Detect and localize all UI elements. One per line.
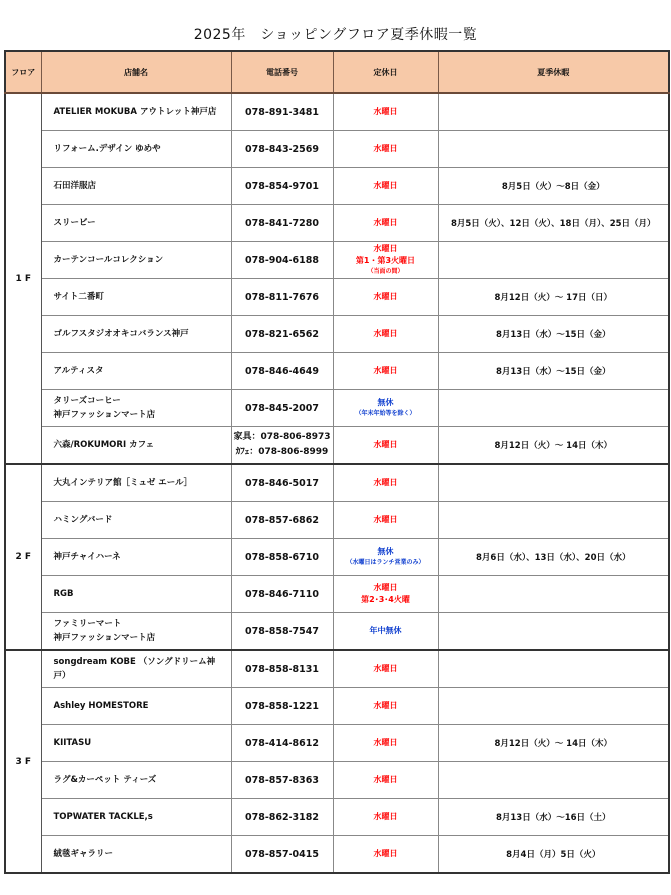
phone-cell <box>231 131 333 168</box>
regular-holiday-cell <box>333 836 438 874</box>
regular-holiday: 水曜日 <box>373 107 398 116</box>
regular-holiday-cell <box>333 688 438 725</box>
phone-cell <box>231 576 333 613</box>
store-name-cell <box>41 242 231 279</box>
store-name: アルティスタ <box>53 366 104 376</box>
regular-holiday-note: （当面の間） <box>367 268 404 275</box>
regular-holiday: 第1・第3火曜日 <box>355 256 416 265</box>
header-phone: 電話番号 <box>231 51 333 93</box>
regular-holiday-cell <box>333 353 438 390</box>
header-row <box>5 51 669 93</box>
regular-holiday: 水曜日 <box>373 144 398 153</box>
store-name-cell <box>41 539 231 576</box>
store-name-cell <box>41 316 231 353</box>
table-row <box>5 427 669 465</box>
summer-holiday-cell <box>438 613 669 651</box>
table-row <box>5 279 669 316</box>
regular-holiday-cell <box>333 390 438 427</box>
regular-holiday: 水曜日 <box>373 440 398 449</box>
store-name: TOPWATER TACKLE,s <box>53 812 153 822</box>
summer-holiday-cell <box>438 650 669 688</box>
summer-holiday-cell: 8月4日（月）5日（火） <box>438 836 669 874</box>
table-row <box>5 836 669 874</box>
regular-holiday-cell <box>333 539 438 576</box>
regular-holiday: 水曜日 <box>373 181 398 190</box>
regular-holiday-cell <box>333 205 438 242</box>
regular-holiday-cell <box>333 725 438 762</box>
store-name-cell <box>41 168 231 205</box>
regular-holiday: 水曜日 <box>373 583 398 592</box>
regular-holiday: 水曜日 <box>373 701 398 710</box>
table-row <box>5 168 669 205</box>
phone-cell <box>231 650 333 688</box>
phone-number: 078-858-6710 <box>245 551 319 563</box>
regular-holiday: 無休 <box>377 398 394 407</box>
store-name: 神戸チャイハーネ <box>53 552 121 562</box>
phone-cell <box>231 464 333 502</box>
regular-holiday-cell <box>333 613 438 651</box>
summer-holiday-cell: 8月5日（火）、12日（火）、18日（月）、25日（月） <box>438 205 669 242</box>
header-summer-holiday: 夏季休暇 <box>438 51 669 93</box>
header-regular-holiday: 定休日 <box>333 51 438 93</box>
summer-holiday-cell <box>438 131 669 168</box>
regular-holiday-cell <box>333 464 438 502</box>
regular-holiday-cell <box>333 502 438 539</box>
regular-holiday: 第2･3･4火曜 <box>361 595 410 604</box>
store-name-cell <box>41 502 231 539</box>
summer-holiday-cell <box>438 242 669 279</box>
summer-holiday-cell <box>438 576 669 613</box>
store-name: KIITASU <box>53 738 92 748</box>
summer-holiday-cell: 8月6日（水）、13日（水）、20日（水） <box>438 539 669 576</box>
store-name-cell <box>41 650 231 688</box>
regular-holiday-cell <box>333 131 438 168</box>
summer-holiday-cell: 8月13日（水）～15日（金） <box>438 316 669 353</box>
phone-number: 078-857-6862 <box>245 514 319 526</box>
regular-holiday: 年中無休 <box>369 626 402 635</box>
regular-holiday-note: （年末年始等を除く） <box>355 410 416 417</box>
summer-holiday-cell <box>438 464 669 502</box>
store-name: 絨毯ギャラリー <box>53 849 114 859</box>
regular-holiday: 水曜日 <box>373 478 398 487</box>
store-name: タリーズコーヒー <box>53 396 121 406</box>
regular-holiday-cell <box>333 799 438 836</box>
phone-cell <box>231 502 333 539</box>
phone-cell <box>231 539 333 576</box>
phone-number: 078-857-8363 <box>245 774 319 786</box>
store-name: ファミリーマート <box>53 619 122 629</box>
phone-cell <box>231 242 333 279</box>
phone-cell <box>231 762 333 799</box>
store-name: ラグ&カーペット ティーズ <box>53 775 157 785</box>
regular-holiday-cell <box>333 168 438 205</box>
header-store-name: 店舗名 <box>41 51 231 93</box>
regular-holiday: 水曜日 <box>373 812 398 821</box>
store-name-cell <box>41 427 231 465</box>
store-name: 六森/ROKUMORI カフェ <box>53 440 155 450</box>
phone-number: 078-858-1221 <box>245 700 319 712</box>
store-name: 神戸ファッションマート店 <box>53 410 156 420</box>
store-name: サイト二番町 <box>53 292 104 302</box>
regular-holiday: 水曜日 <box>373 849 398 858</box>
store-name: 神戸ファッションマート店 <box>53 633 156 643</box>
phone-number: 078-904-6188 <box>245 254 319 266</box>
store-name-cell <box>41 688 231 725</box>
summer-holiday-cell: 8月12日（火）～ 14日（木） <box>438 427 669 465</box>
floor-label: 1 F <box>5 93 41 464</box>
phone-number: 078-858-7547 <box>245 625 319 637</box>
page-title: 2025年 ショッピングフロア夏季休暇一覧 <box>193 27 478 43</box>
phone-cell <box>231 168 333 205</box>
phone-cell <box>231 390 333 427</box>
phone-number: 078-862-3182 <box>245 811 319 823</box>
table-row <box>5 93 669 131</box>
regular-holiday-note: （水曜日はランチ営業のみ） <box>346 559 425 566</box>
header-floor: フロア <box>5 51 41 93</box>
store-name: 戸） <box>53 671 71 681</box>
store-name-cell <box>41 799 231 836</box>
table-row <box>5 613 669 651</box>
phone-number: 078-846-4649 <box>245 365 319 377</box>
summer-holiday-cell: 8月13日（水）～15日（金） <box>438 353 669 390</box>
store-name: Ashley HOMESTORE <box>53 701 149 711</box>
regular-holiday-cell <box>333 93 438 131</box>
store-name-cell <box>41 836 231 874</box>
summer-holiday-table <box>4 50 670 874</box>
phone-number: 078-857-0415 <box>245 848 319 860</box>
regular-holiday-cell <box>333 316 438 353</box>
regular-holiday: 無休 <box>377 547 394 556</box>
phone-cell <box>231 688 333 725</box>
phone-cell <box>231 205 333 242</box>
store-name: ATELIER MOKUBA アウトレット神戸店 <box>53 107 217 117</box>
table-row <box>5 576 669 613</box>
store-name: songdream KOBE （ソングドリーム神 <box>53 657 216 667</box>
phone-number: ｶﾌｪ：078-806-8999 <box>235 447 329 457</box>
phone-cell <box>231 93 333 131</box>
regular-holiday: 水曜日 <box>373 738 398 747</box>
store-name: カーテンコールコレクション <box>53 255 164 265</box>
summer-holiday-cell <box>438 390 669 427</box>
phone-cell <box>231 427 333 465</box>
regular-holiday-cell <box>333 650 438 688</box>
table-row <box>5 242 669 279</box>
summer-holiday-cell <box>438 502 669 539</box>
regular-holiday: 水曜日 <box>373 775 398 784</box>
store-name: ハミングバード <box>53 515 113 525</box>
regular-holiday-cell <box>333 242 438 279</box>
summer-holiday-cell <box>438 688 669 725</box>
store-name: RGB <box>53 589 74 599</box>
regular-holiday: 水曜日 <box>373 292 398 301</box>
table-row <box>5 316 669 353</box>
store-name: スリービー <box>53 218 96 228</box>
table-row <box>5 464 669 502</box>
table-row <box>5 205 669 242</box>
store-name-cell <box>41 762 231 799</box>
regular-holiday-cell <box>333 576 438 613</box>
store-name-cell <box>41 205 231 242</box>
phone-number: 078-891-3481 <box>245 106 319 118</box>
table-row <box>5 502 669 539</box>
regular-holiday: 水曜日 <box>373 515 398 524</box>
table-row <box>5 353 669 390</box>
summer-holiday-cell: 8月12日（火）～ 14日（木） <box>438 725 669 762</box>
regular-holiday: 水曜日 <box>373 218 398 227</box>
table-row <box>5 688 669 725</box>
table-row <box>5 725 669 762</box>
store-name-cell <box>41 464 231 502</box>
store-name-cell <box>41 576 231 613</box>
phone-number: 078-846-5017 <box>245 477 319 489</box>
regular-holiday-cell <box>333 279 438 316</box>
store-name-cell <box>41 93 231 131</box>
table-row <box>5 539 669 576</box>
table-body <box>5 93 669 873</box>
table-row <box>5 762 669 799</box>
store-name-cell <box>41 279 231 316</box>
phone-cell <box>231 353 333 390</box>
phone-number: 078-854-9701 <box>245 180 319 192</box>
phone-cell <box>231 725 333 762</box>
store-name-cell <box>41 131 231 168</box>
store-name: リフォーム.デザイン ゆめや <box>53 144 161 154</box>
summer-holiday-cell <box>438 93 669 131</box>
store-name-cell <box>41 725 231 762</box>
regular-holiday: 水曜日 <box>373 366 398 375</box>
summer-holiday-cell <box>438 762 669 799</box>
phone-cell <box>231 279 333 316</box>
phone-cell <box>231 316 333 353</box>
regular-holiday-cell <box>333 427 438 465</box>
regular-holiday: 水曜日 <box>373 664 398 673</box>
summer-holiday-cell: 8月5日（火）～8日（金） <box>438 168 669 205</box>
phone-number: 家具：078-806-8973 <box>233 432 331 442</box>
phone-number: 078-843-2569 <box>245 143 319 155</box>
table-row <box>5 799 669 836</box>
regular-holiday: 水曜日 <box>373 329 398 338</box>
phone-number: 078-841-7280 <box>245 217 319 229</box>
store-name-cell <box>41 353 231 390</box>
table-row <box>5 650 669 688</box>
phone-cell <box>231 836 333 874</box>
phone-number: 078-846-7110 <box>245 588 319 600</box>
phone-cell <box>231 799 333 836</box>
store-name: 石田洋服店 <box>53 181 97 191</box>
table-row <box>5 390 669 427</box>
floor-label: 2 F <box>5 464 41 650</box>
summer-holiday-cell: 8月13日（水）～16日（土） <box>438 799 669 836</box>
store-name: 大丸インテリア館［ミュゼ エール］ <box>53 478 193 488</box>
store-name: ゴルフスタジオオキコバランス神戸 <box>53 329 189 339</box>
phone-number: 078-811-7676 <box>245 291 319 303</box>
table-row <box>5 131 669 168</box>
regular-holiday: 水曜日 <box>373 244 398 253</box>
phone-cell <box>231 613 333 651</box>
regular-holiday-cell <box>333 762 438 799</box>
phone-number: 078-821-6562 <box>245 328 319 340</box>
summer-holiday-cell: 8月12日（火）～ 17日（日） <box>438 279 669 316</box>
floor-label: 3 F <box>5 650 41 873</box>
phone-number: 078-845-2007 <box>245 402 319 414</box>
store-name-cell <box>41 390 231 427</box>
phone-number: 078-414-8612 <box>245 737 319 749</box>
phone-number: 078-858-8131 <box>245 663 319 675</box>
store-name-cell <box>41 613 231 651</box>
